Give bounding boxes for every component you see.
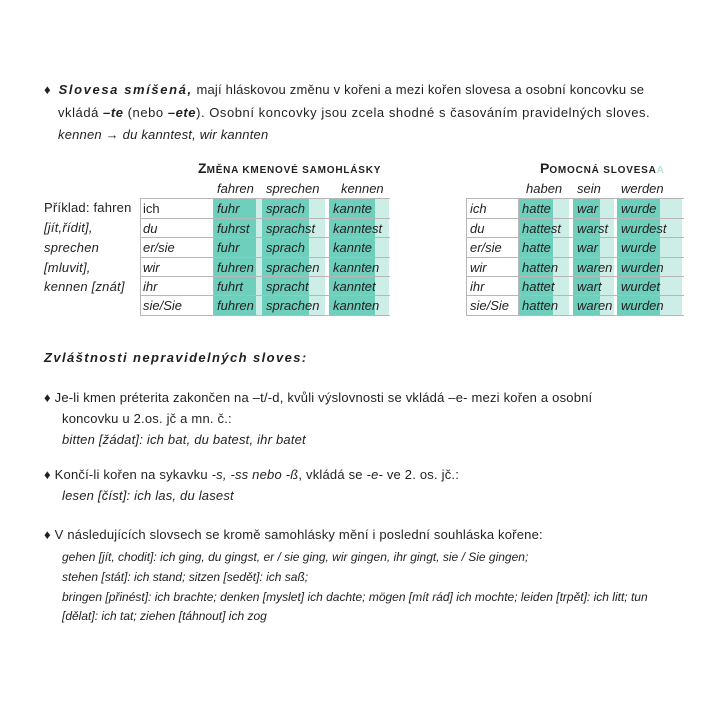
p1-line2-text: koncovku u 2.os. jč a mn. č.: xyxy=(62,411,232,426)
verb-form-kennen xyxy=(333,240,372,255)
column-header-sprechen: sprechen xyxy=(266,181,320,196)
intro-ete: –ete xyxy=(167,105,197,120)
pronoun-left: ich xyxy=(143,201,160,216)
verb-ending: t xyxy=(239,279,244,294)
verb-form-sprechen xyxy=(266,260,320,275)
verb-ending: en xyxy=(305,260,320,275)
verb-ending: st xyxy=(305,221,316,236)
verb-ending: n xyxy=(550,260,559,275)
pronoun-left: sie/Sie xyxy=(143,298,183,313)
verb-stem: fuhr xyxy=(217,221,240,236)
verb-stem: wurde xyxy=(621,240,657,255)
verb-ending: en xyxy=(239,260,254,275)
verb-stem: hatte xyxy=(522,221,551,236)
verb-ending: st xyxy=(550,221,562,236)
verb-ending: n xyxy=(372,298,380,313)
verb-form-werden xyxy=(621,240,656,255)
verb-form-sprechen xyxy=(266,221,315,236)
table-rule-left xyxy=(140,295,390,296)
table-rule-left xyxy=(140,276,390,277)
heading-right-initial: P xyxy=(540,160,550,176)
verb-ending: t xyxy=(305,279,309,294)
p3-line1 xyxy=(44,527,543,542)
p3-example-1-text: gehen [jít, chodit]: ich ging, du gingst, er / sie ging, wir gingen, ihr gingt, sie / Sie gingen; xyxy=(62,550,529,564)
verb-ending: n xyxy=(656,260,664,275)
verb-stem: wurde xyxy=(621,279,657,294)
pronoun-right: sie/Sie xyxy=(470,298,510,313)
verb-stem: fuhr xyxy=(217,279,240,294)
verb-stem: hatte xyxy=(522,298,551,313)
table-rule-right xyxy=(466,276,684,277)
p1-line1 xyxy=(44,390,592,405)
p2-line1-d: -e- xyxy=(366,467,384,482)
verb-stem: kannte xyxy=(333,240,373,255)
verb-stem: hatte xyxy=(522,260,551,275)
p3-example-3-text: bringen [přinést]: ich brachte; denken [myslet] ich dachte; mögen [mít rád] ich mochte; leiden [trpět]: ich litt; tun xyxy=(62,590,648,604)
verb-form-haben xyxy=(522,201,551,216)
verb-stem: wurde xyxy=(621,221,657,236)
table-rule-left xyxy=(140,218,390,219)
table-rule-left xyxy=(140,315,390,316)
verb-form-fahren xyxy=(217,279,243,294)
row-label-4 xyxy=(44,279,125,294)
verb-stem: war xyxy=(577,221,598,236)
pronoun-right: wir xyxy=(470,260,487,275)
row-label-text: sprechen xyxy=(44,240,100,255)
verb-stem: sprach xyxy=(266,279,306,294)
verb-stem: kannte xyxy=(333,201,373,216)
verb-form-werden xyxy=(621,221,667,236)
verb-ending: st xyxy=(239,221,250,236)
row-label-text: [mluvit], xyxy=(44,260,91,275)
verb-ending: n xyxy=(656,298,664,313)
verb-form-sein xyxy=(577,260,612,275)
verb-form-sein xyxy=(577,240,598,255)
verb-stem: sprach xyxy=(266,260,306,275)
p2-line1-b: -s, -ss nebo -ß xyxy=(211,467,299,482)
verb-ending: t xyxy=(372,279,376,294)
heading-right-rest: OMOCNÁ SLOVESA xyxy=(549,165,657,176)
verb-form-fahren xyxy=(217,240,239,255)
p3-example-4-text: [dělat]: ich tat; ziehen [táhnout] ich zog xyxy=(62,609,267,623)
pronoun-right: ihr xyxy=(470,279,485,294)
verb-stem: kannte xyxy=(333,260,373,275)
table-rule-right xyxy=(466,198,684,199)
verb-form-sprechen xyxy=(266,201,305,216)
intro-line-2-a: vkládá xyxy=(58,105,104,120)
verb-form-haben xyxy=(522,298,558,313)
p2-example xyxy=(62,488,234,503)
verb-stem: sprach xyxy=(266,201,306,216)
row-label-text: [jít,řídit], xyxy=(44,220,93,235)
pronoun-left: wir xyxy=(143,260,160,275)
pronoun-right: er/sie xyxy=(470,240,502,255)
verb-form-fahren xyxy=(217,260,254,275)
heading-right-tail: A xyxy=(656,165,665,176)
verb-stem: wurde xyxy=(621,201,657,216)
example-label xyxy=(44,200,132,215)
row-label-3 xyxy=(44,260,91,275)
heading-left-rest: MĚNA KMENOVÉ SAMOHLÁSKY xyxy=(206,165,382,176)
pronoun-right: ich xyxy=(470,201,487,216)
intro-line-2-b: (nebo xyxy=(123,105,168,120)
verb-ending: st xyxy=(656,221,667,236)
verb-stem: fuhr xyxy=(217,201,240,216)
pronoun-left: du xyxy=(143,221,158,236)
bullet-icon: ♦ xyxy=(44,82,51,97)
verb-stem: war xyxy=(577,260,598,275)
p1-line1-text: ♦ Je-li kmen préterita zakončen na –t/-d, kvůli výslovnosti se vkládá –e- mezi kořen a osobní xyxy=(44,390,593,405)
column-header-fahren: fahren xyxy=(217,181,254,196)
p3-example-1 xyxy=(62,550,528,564)
section2-title-text: Zvláštnosti nepravidelných sloves: xyxy=(44,350,308,365)
p1-example-text: bitten [žádat]: ich bat, du batest, ihr batet xyxy=(62,432,306,447)
verb-ending: st xyxy=(372,221,383,236)
verb-form-haben xyxy=(522,240,551,255)
example-label-text: Příklad: fahren xyxy=(44,200,132,215)
p3-example-2-text: stehen [stát]: ich stand; sitzen [sedět]: ich saß; xyxy=(62,570,309,584)
verb-form-sein xyxy=(577,279,602,294)
pronoun-left: er/sie xyxy=(143,240,175,255)
verb-form-sein xyxy=(577,201,598,216)
p2-line1-e: ve 2. os. jč.: xyxy=(383,467,460,482)
column-header-kennen: kennen xyxy=(341,181,384,196)
verb-form-haben xyxy=(522,260,558,275)
verb-ending: t xyxy=(656,279,661,294)
verb-form-kennen xyxy=(333,201,372,216)
verb-form-werden xyxy=(621,298,664,313)
verb-stem: fuhr xyxy=(217,260,240,275)
p2-example-text: lesen [číst]: ich las, du lasest xyxy=(62,488,234,503)
verb-form-kennen xyxy=(333,279,376,294)
intro-te: –te xyxy=(103,105,124,120)
verb-stem: wurde xyxy=(621,260,657,275)
verb-stem: hatte xyxy=(522,279,551,294)
verb-form-kennen xyxy=(333,260,379,275)
column-header-haben: haben xyxy=(526,181,563,196)
p2-line1-c: , vkládá se xyxy=(298,467,367,482)
section2-title xyxy=(44,350,308,365)
verb-form-sprechen xyxy=(266,240,305,255)
verb-form-fahren xyxy=(217,201,239,216)
verb-ending: en xyxy=(305,298,320,313)
verb-form-werden xyxy=(621,260,664,275)
column-header-sein: sein xyxy=(577,181,601,196)
p1-line2 xyxy=(62,411,232,426)
verb-ending: en xyxy=(597,298,613,313)
intro-line-1-text: mají hláskovou změnu v kořeni a mezi kořen slovesa a osobní koncovku se xyxy=(192,82,645,97)
verb-stem: sprach xyxy=(266,221,306,236)
table-rule-left xyxy=(140,237,390,238)
intro-line-2-c: ). Osobní koncovky jsou zcela shodné s časováním pravidelných sloves. xyxy=(196,105,651,120)
verb-stem: hatte xyxy=(522,201,551,216)
verb-form-fahren xyxy=(217,298,254,313)
verb-form-sprechen xyxy=(266,279,309,294)
pronoun-right: du xyxy=(470,221,485,236)
verb-form-sein xyxy=(577,221,608,236)
verb-ending: t xyxy=(550,279,555,294)
table-rule-left xyxy=(140,198,390,199)
verb-stem: war xyxy=(577,201,598,216)
table-rule-right xyxy=(466,315,684,316)
verb-stem: kannte xyxy=(333,298,373,313)
row-label-text: kennen [znát] xyxy=(44,279,125,294)
verb-form-kennen xyxy=(333,298,379,313)
heading-left-initial: Z xyxy=(198,160,207,176)
verb-form-fahren xyxy=(217,221,250,236)
row-label-2 xyxy=(44,240,99,255)
table-vrule-right xyxy=(466,198,467,315)
verb-stem: wurde xyxy=(621,298,657,313)
verb-ending: n xyxy=(550,298,559,313)
pronoun-left: ihr xyxy=(143,279,158,294)
verb-stem: war xyxy=(577,279,598,294)
verb-ending: en xyxy=(597,260,613,275)
table-rule-right xyxy=(466,237,684,238)
verb-stem: kannte xyxy=(333,279,373,294)
verb-stem: kannte xyxy=(333,221,373,236)
verb-form-werden xyxy=(621,201,656,216)
column-header-werden: werden xyxy=(621,181,664,196)
verb-ending: t xyxy=(597,279,602,294)
verb-ending: n xyxy=(372,260,380,275)
intro-example-text: kennen → du kanntest, wir kannten xyxy=(58,127,269,142)
p2-line1-a: ♦ Končí-li kořen na sykavku xyxy=(44,467,212,482)
p3-line1-text: ♦ V následujících slovsech se kromě samohlásky mění i poslední souhláska kořene: xyxy=(44,527,543,542)
p1-example xyxy=(62,432,306,447)
p3-example-3 xyxy=(62,590,648,604)
p3-example-2 xyxy=(62,570,308,584)
verb-stem: hatte xyxy=(522,240,551,255)
table-vrule-right-2 xyxy=(518,198,519,315)
intro-title: Slovesa smíšená, xyxy=(58,82,193,97)
table-vrule-left xyxy=(140,198,141,315)
verb-stem: sprach xyxy=(266,240,306,255)
verb-ending: en xyxy=(239,298,254,313)
verb-stem: fuhr xyxy=(217,298,240,313)
table-rule-right xyxy=(466,257,684,258)
verb-form-werden xyxy=(621,279,660,294)
table-vrule-left-2 xyxy=(213,198,214,315)
table-rule-right xyxy=(466,295,684,296)
verb-stem: fuhr xyxy=(217,240,240,255)
verb-form-haben xyxy=(522,221,561,236)
verb-stem: war xyxy=(577,298,598,313)
verb-ending: st xyxy=(597,221,609,236)
verb-form-haben xyxy=(522,279,555,294)
row-label-1 xyxy=(44,220,93,235)
verb-stem: war xyxy=(577,240,598,255)
verb-stem: sprach xyxy=(266,298,306,313)
verb-form-sein xyxy=(577,298,612,313)
table-rule-right xyxy=(466,218,684,219)
table-rule-left xyxy=(140,257,390,258)
p2-line1 xyxy=(44,467,459,482)
p3-example-4 xyxy=(62,609,267,623)
verb-form-sprechen xyxy=(266,298,320,313)
verb-form-kennen xyxy=(333,221,382,236)
